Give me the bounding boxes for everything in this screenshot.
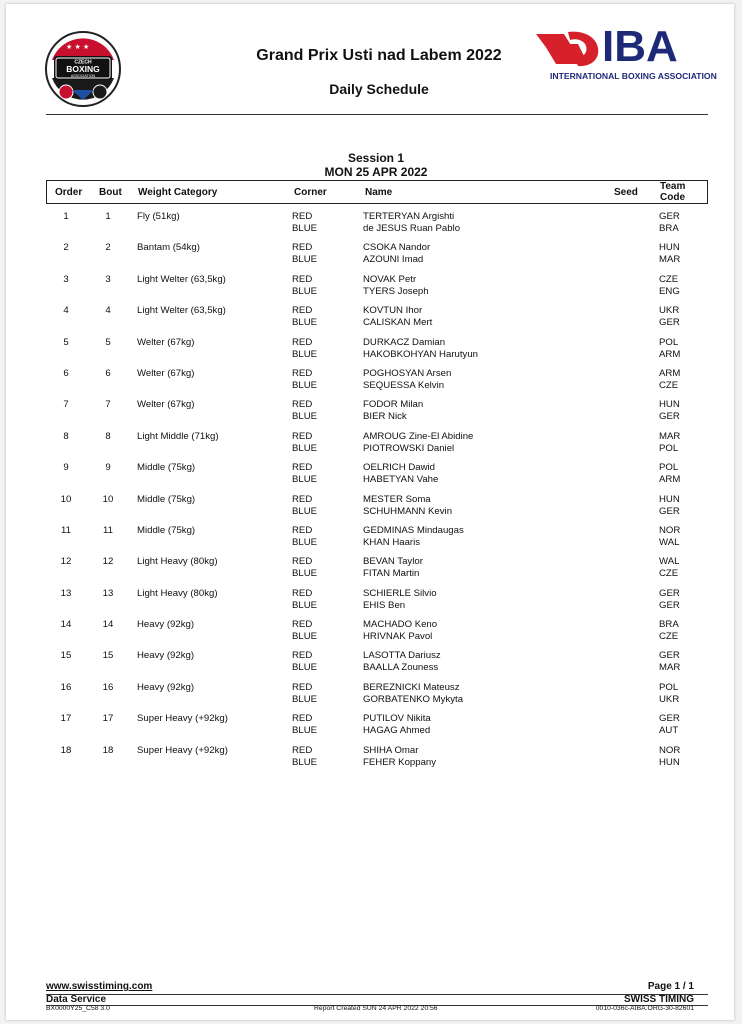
red-boxer-name: GEDMINAS Mindaugas <box>363 524 464 536</box>
blue-boxer-name: PIOTROWSKI Daniel <box>363 442 455 454</box>
red-corner-label: RED <box>292 524 313 536</box>
blue-corner-label: BLUE <box>292 693 318 705</box>
blue-corner-label: BLUE <box>292 599 318 611</box>
red-corner-label: RED <box>292 367 313 379</box>
red-corner-label: RED <box>292 399 313 411</box>
blue-corner-label: BLUE <box>292 631 318 643</box>
bout-order: 10 <box>60 493 72 505</box>
bout-order: 7 <box>63 399 69 411</box>
blue-corner-label: BLUE <box>292 348 318 360</box>
blue-team-code: CZE <box>659 568 679 580</box>
red-corner-label: RED <box>292 211 313 222</box>
red-corner-label: RED <box>292 305 313 317</box>
blue-team-code: UKR <box>659 693 680 705</box>
czech-logo-bottom-text: ASSOCIATION <box>70 74 96 78</box>
blue-team-code: BRA <box>659 223 679 234</box>
blue-team-code: MAR <box>659 662 681 674</box>
blue-boxer-name: HABETYAN Vahe <box>363 474 439 486</box>
bout-number: 8 <box>105 430 111 442</box>
red-boxer-name: OELRICH Dawid <box>363 462 435 474</box>
blue-boxer-name: FEHER Koppany <box>363 756 437 768</box>
session-name: Session 1 <box>347 151 405 165</box>
bout-order: 1 <box>63 211 69 222</box>
red-boxer-name: BEVAN Taylor <box>363 556 423 568</box>
bout-list <box>46 211 708 776</box>
bout-order: 6 <box>63 367 69 379</box>
blue-boxer-name: SCHUHMANN Kevin <box>363 505 453 517</box>
blue-corner-label: BLUE <box>292 725 318 737</box>
blue-corner-label: BLUE <box>292 536 318 548</box>
bout-number: 17 <box>102 713 114 725</box>
red-corner-label: RED <box>292 462 313 474</box>
red-boxer-name: CSOKA Nandor <box>363 242 431 254</box>
bout-number: 15 <box>102 650 114 662</box>
col-team-line2: Code <box>660 192 685 203</box>
red-boxer-name: MESTER Soma <box>363 493 431 505</box>
bout-number: 16 <box>102 681 114 693</box>
table-row <box>46 368 708 399</box>
red-boxer-name: NOVAK Petr <box>363 273 417 285</box>
blue-boxer-name: FITAN Martin <box>363 568 420 580</box>
red-team-code: WAL <box>659 556 680 568</box>
red-corner-label: RED <box>292 556 313 568</box>
bout-number: 6 <box>105 367 111 379</box>
blue-corner-label: BLUE <box>292 568 318 580</box>
blue-team-code: MAR <box>659 254 681 266</box>
red-boxer-name: FODOR Milan <box>363 399 424 411</box>
col-team-code <box>660 181 685 203</box>
weight-category: Middle (75kg) <box>137 462 196 474</box>
blue-boxer-name: SEQUESSA Kelvin <box>363 379 445 391</box>
iba-glove-icon <box>534 30 600 68</box>
red-team-code: POL <box>659 336 679 348</box>
red-boxer-name: KOVTUN Ihor <box>363 305 423 317</box>
bout-number: 13 <box>102 587 114 599</box>
red-team-code: GER <box>659 650 680 662</box>
bout-order: 3 <box>63 273 69 285</box>
session-date: MON 25 APR 2022 <box>324 165 428 179</box>
blue-team-code: GER <box>659 411 680 423</box>
report-created: Report Created SUN 24 APR 2022 20:56 <box>314 1005 438 1012</box>
session-heading <box>206 151 546 179</box>
red-team-code: NOR <box>659 524 681 536</box>
bout-number: 7 <box>105 399 111 411</box>
red-boxer-name: SHIHA Omar <box>363 744 419 756</box>
red-corner-label: RED <box>292 493 313 505</box>
blue-team-code: CZE <box>659 379 679 391</box>
bout-number: 1 <box>105 211 111 222</box>
doc-code: BX0000Y25_C58 3.0 <box>46 1005 110 1012</box>
blue-corner-label: BLUE <box>292 317 318 329</box>
red-boxer-name: BEREZNICKI Mateusz <box>363 681 460 693</box>
bout-order: 14 <box>60 619 72 631</box>
red-team-code: CZE <box>659 273 679 285</box>
blue-corner-label: BLUE <box>292 411 318 423</box>
weight-category: Welter (67kg) <box>137 336 195 348</box>
bout-number: 3 <box>105 273 111 285</box>
weight-category: Super Heavy (+92kg) <box>137 744 228 756</box>
weight-category: Light Welter (63,5kg) <box>137 305 226 317</box>
red-team-code: BRA <box>659 619 679 631</box>
czech-logo-middle-text: BOXING <box>66 64 100 74</box>
blue-team-code: ARM <box>659 348 681 360</box>
table-row <box>46 713 708 744</box>
red-team-code: HUN <box>659 399 680 411</box>
blue-corner-label: BLUE <box>292 285 318 297</box>
bout-number: 5 <box>105 336 111 348</box>
blue-boxer-name: KHAN Haaris <box>363 536 421 548</box>
bout-order: 4 <box>63 305 69 317</box>
blue-corner-label: BLUE <box>292 756 318 768</box>
table-row <box>46 556 708 587</box>
red-boxer-name: MACHADO Keno <box>363 619 438 631</box>
red-boxer-name: POGHOSYAN Arsen <box>363 367 452 379</box>
bout-order: 17 <box>60 713 72 725</box>
weight-category: Heavy (92kg) <box>137 681 195 693</box>
event-title: Grand Prix Usti nad Labem 2022 <box>256 47 502 64</box>
col-name: Name <box>365 187 393 198</box>
red-team-code: NOR <box>659 744 681 756</box>
blue-boxer-name: HAKOBKOHYAN Harutyun <box>363 348 478 360</box>
red-team-code: POL <box>659 681 679 693</box>
table-row <box>46 745 708 776</box>
weight-category: Light Middle (71kg) <box>137 430 219 442</box>
bout-order: 16 <box>60 681 72 693</box>
table-row <box>46 211 708 242</box>
bout-order: 13 <box>60 587 72 599</box>
red-boxer-name: DURKACZ Damian <box>363 336 446 348</box>
weight-category: Light Welter (63,5kg) <box>137 273 226 285</box>
col-team-line1: Team <box>660 181 686 192</box>
iba-logo-subtext: INTERNATIONAL BOXING ASSOCIATION <box>550 71 717 81</box>
weight-category: Heavy (92kg) <box>137 650 195 662</box>
blue-corner-label: BLUE <box>292 474 318 486</box>
bout-number: 9 <box>105 462 111 474</box>
red-team-code: UKR <box>659 305 680 317</box>
blue-boxer-name: de JESUS Ruan Pablo <box>363 223 461 234</box>
table-row <box>46 399 708 430</box>
blue-boxer-name: BIER Nick <box>363 411 407 423</box>
swiss-timing-brand: SWISS TIMING <box>624 994 694 1005</box>
header-divider <box>46 114 708 115</box>
red-team-code: GER <box>659 713 680 725</box>
iba-logo <box>534 22 717 86</box>
bout-order: 8 <box>63 430 69 442</box>
red-corner-label: RED <box>292 681 313 693</box>
svg-text:★ ★ ★: ★ ★ ★ <box>66 43 90 51</box>
col-weight-category: Weight Category <box>138 187 218 198</box>
blue-team-code: GER <box>659 505 680 517</box>
bout-order: 9 <box>63 462 69 474</box>
czech-boxing-logo <box>44 30 122 108</box>
blue-corner-label: BLUE <box>292 379 318 391</box>
red-boxer-name: TERTERYAN Argishti <box>363 211 455 222</box>
weight-category: Light Heavy (80kg) <box>137 556 218 568</box>
red-corner-label: RED <box>292 273 313 285</box>
blue-team-code: POL <box>659 442 679 454</box>
blue-corner-label: BLUE <box>292 442 318 454</box>
bout-number: 14 <box>102 619 114 631</box>
blue-corner-label: BLUE <box>292 662 318 674</box>
bout-number: 4 <box>105 305 111 317</box>
weight-category: Welter (67kg) <box>137 399 195 411</box>
table-row <box>46 337 708 368</box>
blue-boxer-name: TYERS Joseph <box>363 285 429 297</box>
table-row <box>46 650 708 681</box>
table-header <box>46 180 708 204</box>
red-team-code: MAR <box>659 430 681 442</box>
weight-category: Middle (75kg) <box>137 493 196 505</box>
weight-category: Bantam (54kg) <box>137 242 200 254</box>
footer-divider <box>46 994 708 995</box>
red-boxer-name: AMROUG Zine-El Abidine <box>363 430 474 442</box>
weight-category: Welter (67kg) <box>137 367 195 379</box>
bout-number: 2 <box>105 242 111 254</box>
red-team-code: GER <box>659 587 680 599</box>
table-row <box>46 619 708 650</box>
iba-logo-text: IBA <box>602 22 678 71</box>
table-row <box>46 274 708 305</box>
bout-order: 12 <box>60 556 72 568</box>
red-boxer-name: LASOTTA Dariusz <box>363 650 441 662</box>
table-row <box>46 494 708 525</box>
schedule-subtitle: Daily Schedule <box>329 81 429 97</box>
blue-boxer-name: EHIS Ben <box>363 599 406 611</box>
col-corner: Corner <box>294 187 327 198</box>
table-row <box>46 305 708 336</box>
blue-boxer-name: CALISKAN Mert <box>363 317 433 329</box>
blue-corner-label: BLUE <box>292 254 318 266</box>
blue-team-code: HUN <box>659 756 680 768</box>
blue-boxer-name: GORBATENKO Mykyta <box>363 693 464 705</box>
blue-team-code: ARM <box>659 474 681 486</box>
bout-order: 5 <box>63 336 69 348</box>
blue-corner-label: BLUE <box>292 223 318 234</box>
blue-team-code: GER <box>659 317 680 329</box>
red-corner-label: RED <box>292 619 313 631</box>
weight-category: Heavy (92kg) <box>137 619 195 631</box>
col-order: Order <box>55 187 83 198</box>
red-team-code: HUN <box>659 493 680 505</box>
bout-order: 11 <box>61 524 71 536</box>
red-team-code: GER <box>659 211 680 222</box>
blue-team-code: WAL <box>659 536 680 548</box>
document-page <box>6 4 734 1020</box>
red-corner-label: RED <box>292 713 313 725</box>
bout-number: 12 <box>102 556 114 568</box>
page-number: Page 1 / 1 <box>647 981 694 992</box>
bout-order: 18 <box>60 744 72 756</box>
bout-number: 18 <box>102 744 114 756</box>
red-team-code: ARM <box>659 367 681 379</box>
table-row <box>46 242 708 273</box>
blue-boxer-name: BAALLA Zouness <box>363 662 439 674</box>
table-row <box>46 588 708 619</box>
weight-category: Light Heavy (80kg) <box>137 587 218 599</box>
blue-team-code: GER <box>659 599 680 611</box>
col-seed: Seed <box>614 187 638 198</box>
table-row <box>46 525 708 556</box>
ref-code: 0010-036c-AIBA.ORG-30-82601 <box>595 1005 694 1012</box>
red-boxer-name: SCHIERLE Silvio <box>363 587 437 599</box>
red-corner-label: RED <box>292 650 313 662</box>
table-row <box>46 462 708 493</box>
bout-number: 11 <box>103 524 113 536</box>
blue-team-code: CZE <box>659 631 679 643</box>
red-corner-label: RED <box>292 430 313 442</box>
bout-order: 2 <box>63 242 69 254</box>
czech-logo-top-text: CZECH <box>74 59 92 66</box>
blue-boxer-name: HAGAG Ahmed <box>363 725 431 737</box>
blue-boxer-name: HRIVNAK Pavol <box>363 631 433 643</box>
red-team-code: HUN <box>659 242 680 254</box>
blue-boxer-name: AZOUNI Imad <box>363 254 424 266</box>
red-corner-label: RED <box>292 744 313 756</box>
red-corner-label: RED <box>292 242 313 254</box>
bout-order: 15 <box>60 650 72 662</box>
red-team-code: POL <box>659 462 679 474</box>
weight-category: Middle (75kg) <box>137 524 196 536</box>
red-corner-label: RED <box>292 336 313 348</box>
red-corner-label: RED <box>292 587 313 599</box>
red-boxer-name: PUTILOV Nikita <box>363 713 431 725</box>
table-row <box>46 682 708 713</box>
blue-team-code: AUT <box>659 725 679 737</box>
blue-corner-label: BLUE <box>292 505 318 517</box>
bout-number: 10 <box>102 493 114 505</box>
col-bout: Bout <box>99 187 122 198</box>
data-service-label: Data Service <box>46 994 107 1005</box>
blue-team-code: ENG <box>659 285 680 297</box>
weight-category: Fly (51kg) <box>137 211 180 222</box>
table-row <box>46 431 708 462</box>
footer-url-link[interactable]: www.swisstiming.com <box>46 981 153 992</box>
weight-category: Super Heavy (+92kg) <box>137 713 228 725</box>
